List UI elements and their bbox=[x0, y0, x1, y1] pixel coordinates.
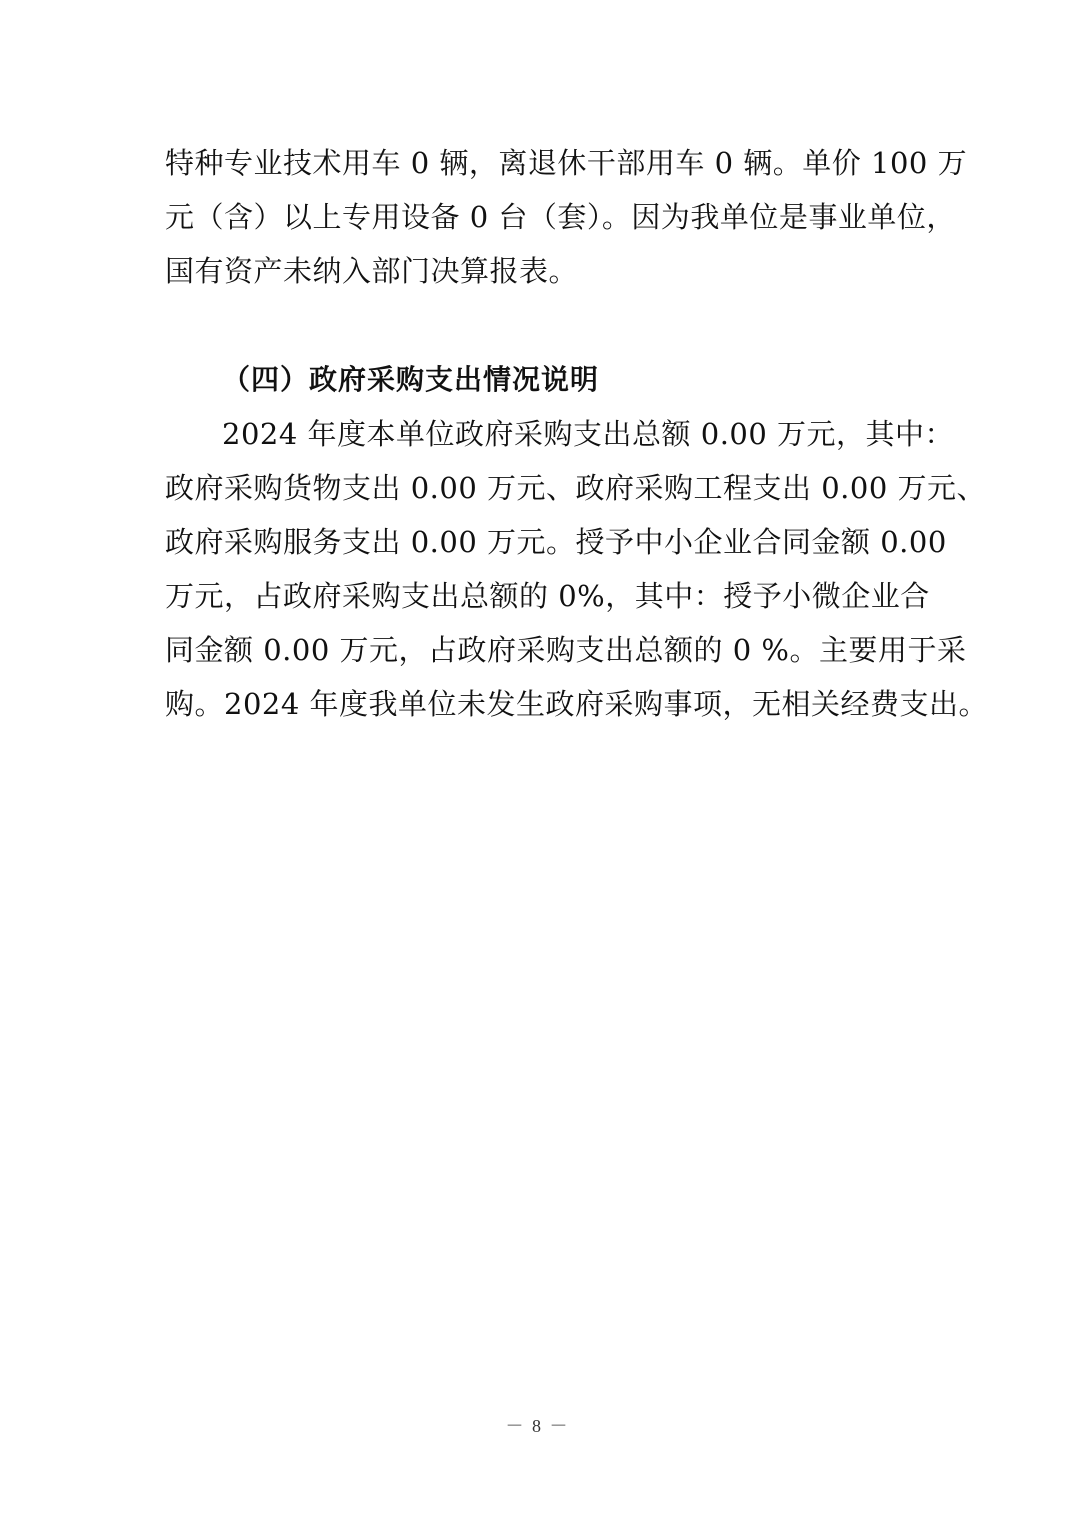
paragraph-line: 政府采购服务支出 0.00 万元。授予中小企业合同金额 0.00 bbox=[165, 525, 947, 559]
paragraph-line: 2024 年度本单位政府采购支出总额 0.00 万元，其中： bbox=[222, 417, 955, 451]
paragraph-line: 特种专业技术用车 0 辆，离退休干部用车 0 辆。单价 100 万 bbox=[165, 146, 968, 180]
paragraph-assets bbox=[165, 136, 968, 298]
paragraph-line: 同金额 0.00 万元，占政府采购支出总额的 0 %。主要用于采 bbox=[165, 633, 967, 667]
paragraph-line: 购。2024 年度我单位未发生政府采购事项，无相关经费支出。 bbox=[165, 687, 989, 721]
section-heading: （四）政府采购支出情况说明 bbox=[222, 363, 600, 396]
paragraph-procurement bbox=[165, 407, 989, 731]
paragraph-line: 元（含）以上专用设备 0 台（套）。因为我单位是事业单位， bbox=[165, 200, 956, 234]
paragraph-line: 国有资产未纳入部门决算报表。 bbox=[165, 254, 579, 288]
page-number: － 8 － bbox=[505, 1416, 570, 1436]
paragraph-line: 政府采购货物支出 0.00 万元、政府采购工程支出 0.00 万元、 bbox=[165, 471, 987, 505]
paragraph-line: 万元，占政府采购支出总额的 0%，其中：授予小微企业合 bbox=[165, 579, 930, 613]
